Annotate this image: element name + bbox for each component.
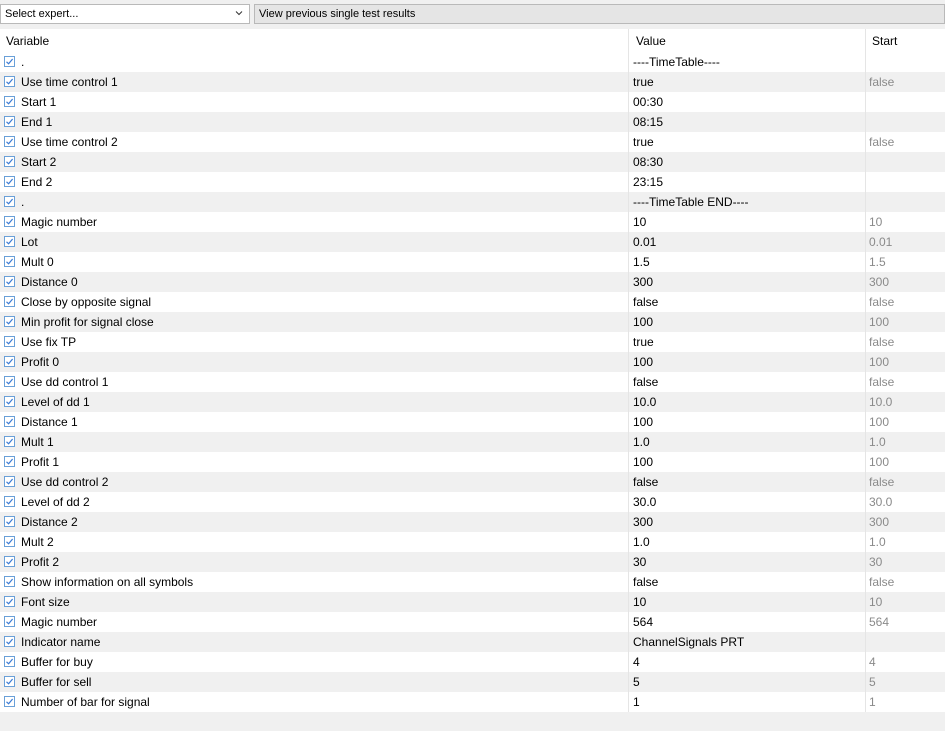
row-checkbox[interactable] xyxy=(4,336,15,347)
checkmark-icon xyxy=(5,657,14,666)
value-cell[interactable]: 100 xyxy=(628,352,865,372)
start-cell[interactable]: false xyxy=(865,132,945,152)
start-cell[interactable]: 4 xyxy=(865,652,945,672)
table-row[interactable] xyxy=(0,92,945,112)
value-cell[interactable]: true xyxy=(628,72,865,92)
row-checkbox[interactable] xyxy=(4,76,15,87)
variable-cell xyxy=(0,412,628,432)
value-cell[interactable]: ----TimeTable---- xyxy=(628,52,865,72)
start-cell[interactable] xyxy=(865,192,945,212)
variable-cell xyxy=(0,492,628,512)
row-checkbox[interactable] xyxy=(4,696,15,707)
value-cell[interactable]: 100 xyxy=(628,452,865,472)
variable-cell xyxy=(0,652,628,672)
variable-name: Distance 1 xyxy=(21,415,78,429)
table-row[interactable] xyxy=(0,412,945,432)
checkmark-icon xyxy=(5,557,14,566)
start-cell[interactable] xyxy=(865,112,945,132)
variable-name: Start 2 xyxy=(21,155,57,169)
variable-name: Mult 1 xyxy=(21,435,54,449)
table-row[interactable] xyxy=(0,432,945,452)
row-checkbox[interactable] xyxy=(4,276,15,287)
table-row[interactable] xyxy=(0,292,945,312)
checkmark-icon xyxy=(5,497,14,506)
checkmark-icon xyxy=(5,177,14,186)
table-row[interactable] xyxy=(0,572,945,592)
value-cell[interactable]: 100 xyxy=(628,412,865,432)
row-checkbox[interactable] xyxy=(4,656,15,667)
variable-name: Use time control 2 xyxy=(21,135,118,149)
toolbar xyxy=(0,0,945,30)
value-cell[interactable]: false xyxy=(628,372,865,392)
row-checkbox[interactable] xyxy=(4,616,15,627)
checkmark-icon xyxy=(5,217,14,226)
variable-cell xyxy=(0,392,628,412)
checkmark-icon xyxy=(5,637,14,646)
value-cell[interactable]: false xyxy=(628,472,865,492)
value-cell[interactable]: ----TimeTable END---- xyxy=(628,192,865,212)
value-cell[interactable]: 300 xyxy=(628,512,865,532)
start-cell[interactable]: 5 xyxy=(865,672,945,692)
start-cell[interactable]: false xyxy=(865,332,945,352)
start-cell[interactable] xyxy=(865,92,945,112)
checkmark-icon xyxy=(5,397,14,406)
variable-cell xyxy=(0,252,628,272)
variable-cell xyxy=(0,72,628,92)
checkmark-icon xyxy=(5,77,14,86)
value-cell[interactable]: 08:15 xyxy=(628,112,865,132)
start-cell[interactable]: 300 xyxy=(865,272,945,292)
start-cell[interactable]: 0.01 xyxy=(865,232,945,252)
variable-cell xyxy=(0,672,628,692)
value-cell[interactable]: 1.0 xyxy=(628,532,865,552)
checkmark-icon xyxy=(5,157,14,166)
variable-cell xyxy=(0,52,628,72)
row-checkbox[interactable] xyxy=(4,536,15,547)
variable-cell xyxy=(0,332,628,352)
variable-name: End 2 xyxy=(21,175,53,189)
value-cell[interactable]: 10 xyxy=(628,212,865,232)
checkmark-icon xyxy=(5,297,14,306)
inputs-table xyxy=(0,29,945,712)
checkmark-icon xyxy=(5,577,14,586)
variable-name: . xyxy=(21,195,25,209)
variable-cell xyxy=(0,572,628,592)
variable-cell xyxy=(0,272,628,292)
variable-cell xyxy=(0,432,628,452)
checkmark-icon xyxy=(5,417,14,426)
table-row[interactable] xyxy=(0,492,945,512)
checkmark-icon xyxy=(5,337,14,346)
table-row[interactable] xyxy=(0,472,945,492)
checkmark-icon xyxy=(5,597,14,606)
expert-select[interactable] xyxy=(0,4,250,24)
row-checkbox[interactable] xyxy=(4,256,15,267)
variable-name: Level of dd 2 xyxy=(21,495,90,509)
table-row[interactable] xyxy=(0,332,945,352)
checkmark-icon xyxy=(5,277,14,286)
value-cell[interactable]: 23:15 xyxy=(628,172,865,192)
table-row[interactable] xyxy=(0,52,945,72)
start-cell[interactable]: 1.5 xyxy=(865,252,945,272)
row-checkbox[interactable] xyxy=(4,316,15,327)
variable-cell xyxy=(0,172,628,192)
value-cell[interactable]: 30.0 xyxy=(628,492,865,512)
checkmark-icon xyxy=(5,237,14,246)
start-cell[interactable]: 10 xyxy=(865,212,945,232)
table-row[interactable] xyxy=(0,352,945,372)
row-checkbox[interactable] xyxy=(4,456,15,467)
variable-cell xyxy=(0,372,628,392)
table-row[interactable] xyxy=(0,272,945,292)
row-checkbox[interactable] xyxy=(4,676,15,687)
value-cell[interactable]: ChannelSignals PRT xyxy=(628,632,865,652)
variable-name: Mult 2 xyxy=(21,535,54,549)
column-header-start[interactable]: Start xyxy=(872,34,898,48)
value-cell[interactable]: 300 xyxy=(628,272,865,292)
checkmark-icon xyxy=(5,517,14,526)
variable-cell xyxy=(0,452,628,472)
start-cell[interactable]: 1.0 xyxy=(865,432,945,452)
value-cell[interactable]: 08:30 xyxy=(628,152,865,172)
checkmark-icon xyxy=(5,677,14,686)
variable-cell xyxy=(0,632,628,652)
checkmark-icon xyxy=(5,477,14,486)
start-cell[interactable] xyxy=(865,52,945,72)
variable-cell xyxy=(0,352,628,372)
start-cell[interactable]: 1.0 xyxy=(865,532,945,552)
table-row[interactable] xyxy=(0,312,945,332)
variable-name: Profit 0 xyxy=(21,355,60,369)
row-checkbox[interactable] xyxy=(4,576,15,587)
variable-name: End 1 xyxy=(21,115,53,129)
checkmark-icon xyxy=(5,357,14,366)
value-cell[interactable]: 564 xyxy=(628,612,865,632)
variable-name: Use dd control 1 xyxy=(21,375,109,389)
table-row[interactable] xyxy=(0,252,945,272)
row-checkbox[interactable] xyxy=(4,396,15,407)
variable-name: Show information on all symbols xyxy=(21,575,194,589)
table-row[interactable] xyxy=(0,512,945,532)
checkmark-icon xyxy=(5,317,14,326)
value-cell[interactable]: 1.0 xyxy=(628,432,865,452)
row-checkbox[interactable] xyxy=(4,496,15,507)
start-cell[interactable]: 100 xyxy=(865,352,945,372)
column-divider[interactable] xyxy=(628,29,629,52)
row-checkbox[interactable] xyxy=(4,556,15,567)
variable-name: Mult 0 xyxy=(21,255,54,269)
table-row[interactable] xyxy=(0,72,945,92)
table-row[interactable] xyxy=(0,112,945,132)
checkmark-icon xyxy=(5,377,14,386)
value-cell[interactable]: 30 xyxy=(628,552,865,572)
table-row[interactable] xyxy=(0,692,945,712)
variable-cell xyxy=(0,692,628,712)
variable-name: Level of dd 1 xyxy=(21,395,90,409)
value-cell[interactable]: false xyxy=(628,572,865,592)
row-checkbox[interactable] xyxy=(4,116,15,127)
value-cell[interactable]: 00:30 xyxy=(628,92,865,112)
table-row[interactable] xyxy=(0,552,945,572)
variable-name: Profit 1 xyxy=(21,455,60,469)
variable-name: Magic number xyxy=(21,615,98,629)
value-cell[interactable]: 1.5 xyxy=(628,252,865,272)
variable-cell xyxy=(0,512,628,532)
view-previous-results-label: View previous single test results xyxy=(259,8,416,20)
checkmark-icon xyxy=(5,197,14,206)
row-checkbox[interactable] xyxy=(4,356,15,367)
view-previous-results-button[interactable] xyxy=(254,4,945,24)
start-cell[interactable]: false xyxy=(865,572,945,592)
row-checkbox[interactable] xyxy=(4,216,15,227)
start-cell[interactable]: 30 xyxy=(865,552,945,572)
table-row[interactable] xyxy=(0,612,945,632)
table-row[interactable] xyxy=(0,652,945,672)
table-row[interactable] xyxy=(0,392,945,412)
start-cell[interactable]: false xyxy=(865,292,945,312)
row-checkbox[interactable] xyxy=(4,476,15,487)
table-row[interactable] xyxy=(0,452,945,472)
variable-cell xyxy=(0,292,628,312)
checkmark-icon xyxy=(5,457,14,466)
variable-name: Min profit for signal close xyxy=(21,315,154,329)
start-cell[interactable]: false xyxy=(865,372,945,392)
row-checkbox[interactable] xyxy=(4,516,15,527)
value-cell[interactable]: 100 xyxy=(628,312,865,332)
value-cell[interactable]: 10 xyxy=(628,592,865,612)
checkmark-icon xyxy=(5,697,14,706)
value-cell[interactable]: 1 xyxy=(628,692,865,712)
column-header-value[interactable]: Value xyxy=(636,34,666,48)
row-checkbox[interactable] xyxy=(4,296,15,307)
row-checkbox[interactable] xyxy=(4,636,15,647)
start-cell[interactable]: 300 xyxy=(865,512,945,532)
start-cell[interactable]: 10 xyxy=(865,592,945,612)
value-cell[interactable]: false xyxy=(628,292,865,312)
row-checkbox[interactable] xyxy=(4,176,15,187)
variable-name: Start 1 xyxy=(21,95,57,109)
variable-name: Font size xyxy=(21,595,70,609)
checkmark-icon xyxy=(5,257,14,266)
start-cell[interactable]: false xyxy=(865,472,945,492)
variable-name: . xyxy=(21,55,25,69)
table-row[interactable] xyxy=(0,192,945,212)
status-area xyxy=(0,712,945,731)
variable-name: Lot xyxy=(21,235,38,249)
row-checkbox[interactable] xyxy=(4,596,15,607)
start-cell[interactable] xyxy=(865,152,945,172)
variable-name: Buffer for sell xyxy=(21,675,92,689)
variable-cell xyxy=(0,312,628,332)
table-row[interactable] xyxy=(0,172,945,192)
start-cell[interactable]: 30.0 xyxy=(865,492,945,512)
variable-name: Buffer for buy xyxy=(21,655,93,669)
row-checkbox[interactable] xyxy=(4,56,15,67)
variable-name: Distance 2 xyxy=(21,515,78,529)
checkmark-icon xyxy=(5,97,14,106)
table-header xyxy=(0,29,945,52)
variable-name: Magic number xyxy=(21,215,98,229)
table-row[interactable] xyxy=(0,672,945,692)
start-cell[interactable]: 1 xyxy=(865,692,945,712)
value-cell[interactable]: 5 xyxy=(628,672,865,692)
checkmark-icon xyxy=(5,437,14,446)
row-checkbox[interactable] xyxy=(4,196,15,207)
checkmark-icon xyxy=(5,57,14,66)
row-checkbox[interactable] xyxy=(4,416,15,427)
variable-cell xyxy=(0,92,628,112)
row-checkbox[interactable] xyxy=(4,136,15,147)
table-row[interactable] xyxy=(0,132,945,152)
variable-name: Use fix TP xyxy=(21,335,77,349)
expert-select-label: Select expert... xyxy=(5,8,79,20)
checkmark-icon xyxy=(5,537,14,546)
value-cell[interactable]: 0.01 xyxy=(628,232,865,252)
checkmark-icon xyxy=(5,117,14,126)
value-cell[interactable]: 10.0 xyxy=(628,392,865,412)
variable-cell xyxy=(0,532,628,552)
start-cell[interactable]: 564 xyxy=(865,612,945,632)
checkmark-icon xyxy=(5,137,14,146)
start-cell[interactable]: false xyxy=(865,72,945,92)
start-cell[interactable] xyxy=(865,632,945,652)
variable-name: Distance 0 xyxy=(21,275,78,289)
variable-cell xyxy=(0,612,628,632)
variable-name: Indicator name xyxy=(21,635,101,649)
column-header-variable[interactable]: Variable xyxy=(6,34,50,48)
variable-name: Use dd control 2 xyxy=(21,475,109,489)
variable-cell xyxy=(0,232,628,252)
table-row[interactable] xyxy=(0,232,945,252)
table-row[interactable] xyxy=(0,212,945,232)
table-row[interactable] xyxy=(0,592,945,612)
start-cell[interactable]: 10.0 xyxy=(865,392,945,412)
variable-cell xyxy=(0,152,628,172)
start-cell[interactable]: 100 xyxy=(865,412,945,432)
chevron-down-icon xyxy=(235,9,243,17)
variable-cell xyxy=(0,192,628,212)
variable-cell xyxy=(0,592,628,612)
value-cell[interactable]: true xyxy=(628,132,865,152)
row-checkbox[interactable] xyxy=(4,376,15,387)
variable-cell xyxy=(0,472,628,492)
variable-cell xyxy=(0,552,628,572)
variable-name: Profit 2 xyxy=(21,555,60,569)
variable-cell xyxy=(0,112,628,132)
row-checkbox[interactable] xyxy=(4,96,15,107)
variable-name: Use time control 1 xyxy=(21,75,118,89)
start-cell[interactable]: 100 xyxy=(865,312,945,332)
value-cell[interactable]: true xyxy=(628,332,865,352)
table-row[interactable] xyxy=(0,152,945,172)
value-cell[interactable]: 4 xyxy=(628,652,865,672)
row-checkbox[interactable] xyxy=(4,156,15,167)
row-checkbox[interactable] xyxy=(4,436,15,447)
start-cell[interactable]: 100 xyxy=(865,452,945,472)
table-row[interactable] xyxy=(0,632,945,652)
table-row[interactable] xyxy=(0,532,945,552)
variable-cell xyxy=(0,212,628,232)
column-divider[interactable] xyxy=(865,29,866,52)
table-row[interactable] xyxy=(0,372,945,392)
checkmark-icon xyxy=(5,617,14,626)
variable-name: Number of bar for signal xyxy=(21,695,150,709)
row-checkbox[interactable] xyxy=(4,236,15,247)
variable-cell xyxy=(0,132,628,152)
start-cell[interactable] xyxy=(865,172,945,192)
variable-name: Close by opposite signal xyxy=(21,295,152,309)
